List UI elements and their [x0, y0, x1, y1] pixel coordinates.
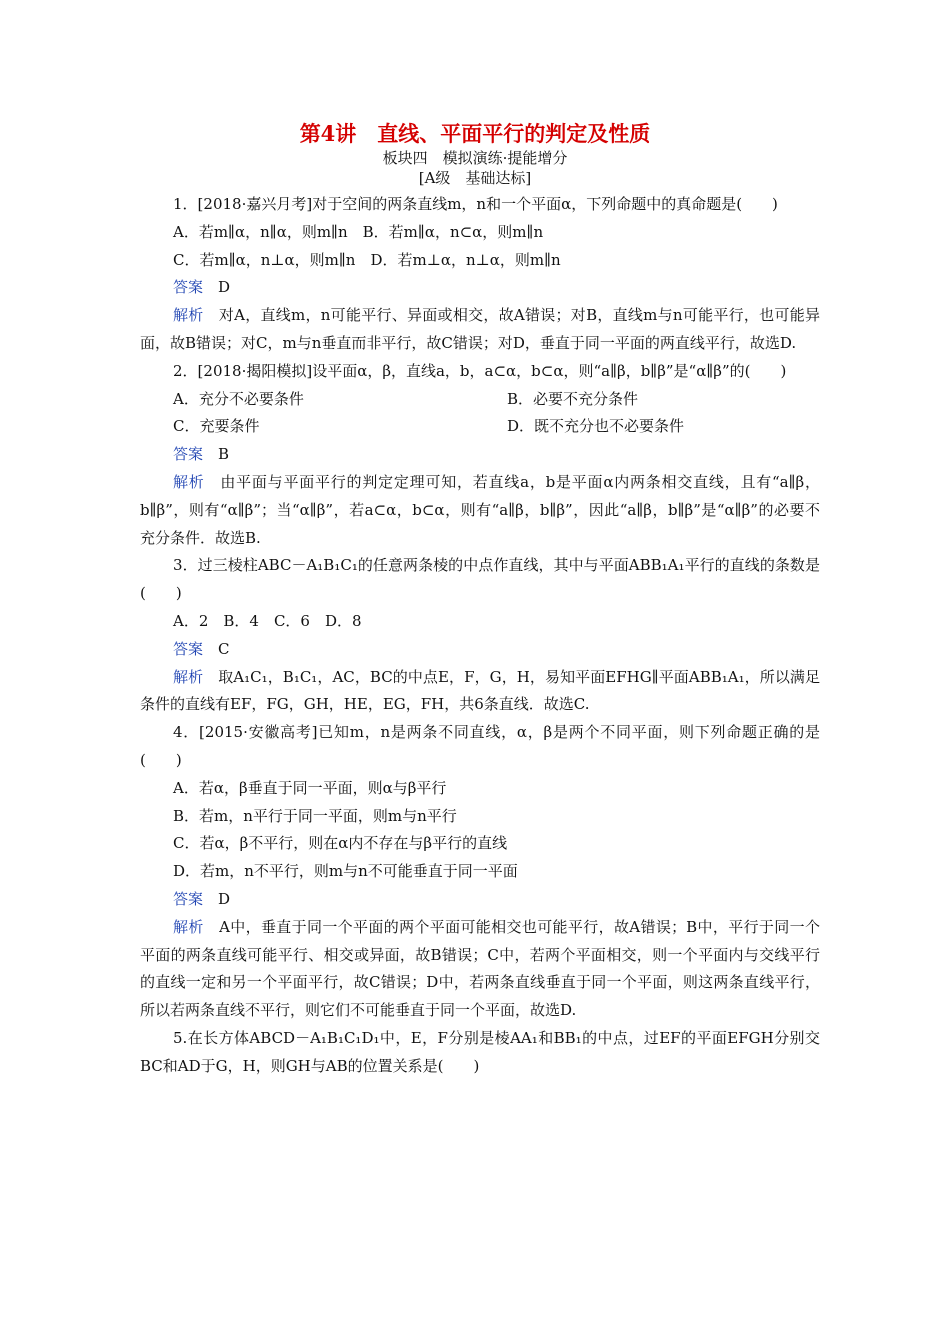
- question-4-option-d: D．若m，n不平行，则m与n不可能垂直于同一平面: [173, 862, 518, 881]
- analysis-text: 对A，直线m，n可能平行、异面或相交，故A错误；对B，直线m与n可能平行，也可能异面，故B错误；对C，m与n垂直而非平行，故C错误；对D，垂直于同一平面的两直线平行，故选D.: [140, 306, 820, 352]
- answer-value: D: [218, 889, 231, 908]
- analysis-label: 解析: [173, 472, 205, 491]
- analysis-label: 解析: [173, 667, 204, 686]
- question-4-analysis: [140, 914, 820, 1025]
- question-1-answer: [140, 274, 820, 302]
- analysis-label: 解析: [173, 917, 204, 936]
- question-3-analysis: [140, 664, 820, 720]
- answer-label: 答案: [173, 889, 204, 908]
- question-4-option-c: C．若α，β不平行，则在α内不存在与β平行的直线: [173, 834, 508, 853]
- question-3-stem: 3．过三棱柱ABC－A₁B₁C₁的任意两条棱的中点作直线，其中与平面ABB₁A₁平行的直线的条数是( ): [140, 556, 820, 603]
- answer-value: D: [218, 278, 231, 297]
- option-b: B．必要不充分条件: [507, 389, 639, 408]
- question-2-options-row-1: [140, 386, 820, 414]
- question-5-stem: 5.在长方体ABCD－A₁B₁C₁D₁中，E，F分别是棱AA₁和BB₁的中点，过EF的平面EFGH分别交BC和AD于G，H，则GH与AB的位置关系是( ): [140, 1028, 820, 1075]
- page-subtitle: 板块四 模拟演练·提能增分: [382, 149, 568, 167]
- page-title: 第4讲 直线、平面平行的判定及性质: [299, 121, 651, 146]
- question-4-option-b: B．若m，n平行于同一平面，则m与n平行: [173, 806, 457, 825]
- question-4-stem: 4．[2015·安徽高考]已知m，n是两条不同直线，α，β是两个不同平面，则下列命题正确的是( ): [140, 723, 820, 769]
- answer-label: 答案: [173, 278, 204, 297]
- analysis-text: 取A₁C₁，B₁C₁，AC，BC的中点E，F，G，H，易知平面EFHG∥平面ABB₁A₁，所以满足条件的直线有EF，FG，GH，HE，EG，FH，共6条直线．故选C.: [140, 667, 820, 714]
- question-2-options-row-2: [140, 413, 820, 441]
- answer-value: B: [218, 445, 230, 464]
- question-4-answer: [140, 886, 820, 914]
- option-d: D．既不充分也不必要条件: [507, 417, 685, 436]
- question-2-stem: 2．[2018·揭阳模拟]设平面α，β，直线a，b，a⊂α，b⊂α，则“a∥β，b∥β”是“α∥β”的( ): [173, 361, 787, 380]
- question-1-analysis: [140, 302, 820, 358]
- answer-value: C: [218, 639, 230, 658]
- question-3-answer: [140, 636, 820, 664]
- option-a: A．充分不必要条件: [173, 389, 304, 408]
- question-1-options-ab: A．若m∥α，n∥α，则m∥n B．若m∥α，n⊂α，则m∥n: [173, 222, 544, 241]
- answer-label: 答案: [173, 639, 204, 658]
- analysis-text: 由平面与平面平行的判定定理可知，若直线a，b是平面α内两条相交直线，且有“a∥β，b∥β”，则有“α∥β”；当“α∥β”，若a⊂α，b⊂α，则有“a∥β，b∥β”，因此“a∥β，b∥β”是“α∥β”的必要不充分条件．故选B.: [140, 472, 820, 547]
- analysis-label: 解析: [173, 306, 204, 325]
- analysis-text: A中，垂直于同一个平面的两个平面可能相交也可能平行，故A错误；B中，平行于同一个平面的两条直线可能平行、相交或异面，故B错误；C中，若两个平面相交，则一个平面内与交线平行的直线一定和另一个平面平行，故C错误；D中，若两条直线垂直于同一个平面，则这两条直线平行，所以若两条直线不平行，则它们不可能垂直于同一个平面，故选D.: [140, 917, 820, 1020]
- question-2-analysis: [140, 469, 820, 552]
- page-content: [140, 120, 820, 1081]
- section-heading: [A级 基础达标]: [418, 169, 532, 187]
- question-1-options-cd: C．若m∥α，n⊥α，则m∥n D．若m⊥α，n⊥α，则m∥n: [173, 250, 561, 269]
- option-c: C．充要条件: [173, 417, 260, 436]
- answer-label: 答案: [173, 445, 204, 464]
- question-3-options: A．2 B．4 C．6 D．8: [173, 611, 362, 630]
- question-1-stem: 1．[2018·嘉兴月考]对于空间的两条直线m，n和一个平面α，下列命题中的真命题是( ): [173, 195, 778, 213]
- question-2-answer: [140, 441, 820, 469]
- question-4-option-a: A．若α，β垂直于同一平面，则α与β平行: [173, 778, 447, 797]
